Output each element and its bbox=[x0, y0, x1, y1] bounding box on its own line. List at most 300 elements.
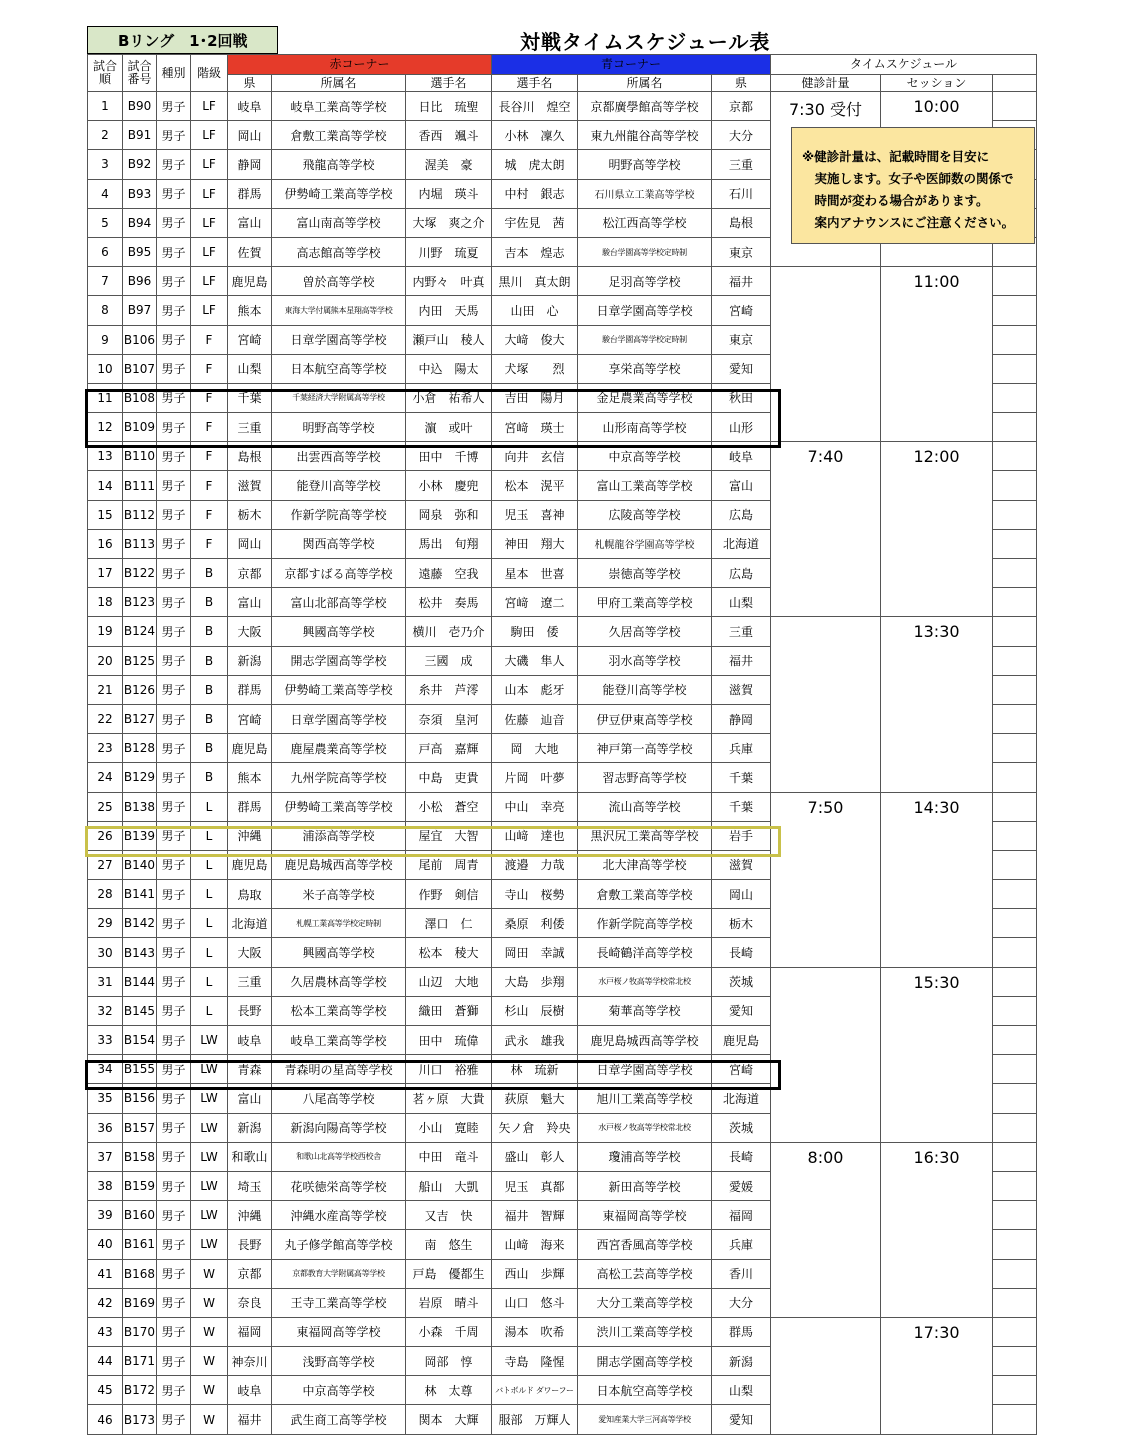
match-id-cell: B125 bbox=[123, 646, 157, 675]
blue-pref-cell: 三重 bbox=[712, 150, 771, 179]
blue-school-cell: 愛知産業大学三河高等学校 bbox=[578, 1405, 712, 1434]
match-id-cell: B140 bbox=[123, 850, 157, 879]
weight-cell: F bbox=[191, 442, 228, 471]
red-school-cell: 東海大学付属熊本星翔高等学校 bbox=[272, 296, 406, 325]
blank-cell bbox=[993, 500, 1037, 529]
weight-cell: LF bbox=[191, 296, 228, 325]
table-row bbox=[88, 967, 1037, 996]
weight-cell: F bbox=[191, 471, 228, 500]
red-school-cell: 倉敷工業高等学校 bbox=[272, 121, 406, 150]
red-player-cell: 戸高 嘉輝 bbox=[406, 734, 492, 763]
category-cell: 男子 bbox=[157, 1113, 191, 1142]
red-pref-cell: 岐阜 bbox=[228, 92, 272, 121]
match-order-cell: 25 bbox=[88, 792, 123, 821]
match-order-cell: 30 bbox=[88, 938, 123, 967]
category-cell: 男子 bbox=[157, 442, 191, 471]
match-id-cell: B122 bbox=[123, 559, 157, 588]
red-player-cell: 小山 寛睦 bbox=[406, 1113, 492, 1142]
blue-player-cell: 長谷川 煌空 bbox=[492, 92, 578, 121]
blue-pref-cell: 島根 bbox=[712, 208, 771, 237]
blue-pref-cell: 新潟 bbox=[712, 1347, 771, 1376]
blue-pref-cell: 長崎 bbox=[712, 938, 771, 967]
match-order-cell: 46 bbox=[88, 1405, 123, 1434]
red-school-cell: 日本航空高等学校 bbox=[272, 354, 406, 383]
red-school-cell: 作新学院高等学校 bbox=[272, 500, 406, 529]
red-pref-cell: 鹿児島 bbox=[228, 850, 272, 879]
category-cell: 男子 bbox=[157, 763, 191, 792]
blank-cell bbox=[993, 559, 1037, 588]
red-pref-cell: 新潟 bbox=[228, 646, 272, 675]
red-player-cell: 山辺 大地 bbox=[406, 967, 492, 996]
red-player-cell: 松本 稜大 bbox=[406, 938, 492, 967]
blue-player-cell: 武永 雄我 bbox=[492, 1026, 578, 1055]
red-school-cell: 日章学園高等学校 bbox=[272, 325, 406, 354]
weight-cell: W bbox=[191, 1376, 228, 1405]
blue-player-cell: 寺島 隆惺 bbox=[492, 1347, 578, 1376]
red-school-cell: 日章学園高等学校 bbox=[272, 704, 406, 733]
session-time-cell: 12:00 bbox=[881, 442, 993, 617]
weight-cell: LF bbox=[191, 92, 228, 121]
blue-school-cell: 享栄高等学校 bbox=[578, 354, 712, 383]
match-id-cell: B143 bbox=[123, 938, 157, 967]
blue-pref-cell: 山梨 bbox=[712, 588, 771, 617]
blue-player-cell: 荻原 魁大 bbox=[492, 1084, 578, 1113]
blank-cell bbox=[993, 296, 1037, 325]
blue-school-cell: 甲府工業高等学校 bbox=[578, 588, 712, 617]
red-school-cell: 王寺工業高等学校 bbox=[272, 1288, 406, 1317]
red-player-cell: 内田 天馬 bbox=[406, 296, 492, 325]
blank-cell bbox=[993, 267, 1037, 296]
blank-cell bbox=[993, 1201, 1037, 1230]
red-pref-cell: 岡山 bbox=[228, 121, 272, 150]
weight-cell: F bbox=[191, 529, 228, 558]
weight-cell: LF bbox=[191, 267, 228, 296]
match-id-cell: B170 bbox=[123, 1317, 157, 1346]
category-cell: 男子 bbox=[157, 1026, 191, 1055]
weight-cell: F bbox=[191, 383, 228, 412]
table-row bbox=[88, 1142, 1037, 1171]
red-school-cell: 京都教育大学附属高等学校 bbox=[272, 1259, 406, 1288]
blank-cell bbox=[993, 1113, 1037, 1142]
schedule-body bbox=[88, 92, 1037, 1435]
red-pref-cell: 鹿児島 bbox=[228, 734, 272, 763]
red-school-cell: 関西高等学校 bbox=[272, 529, 406, 558]
category-cell: 男子 bbox=[157, 1084, 191, 1113]
blue-player-cell: 大磯 隼人 bbox=[492, 646, 578, 675]
red-player-cell: 内堀 瑛斗 bbox=[406, 179, 492, 208]
blue-pref-cell: 愛知 bbox=[712, 354, 771, 383]
blue-pref-cell: 香川 bbox=[712, 1259, 771, 1288]
category-cell: 男子 bbox=[157, 1376, 191, 1405]
category-cell: 男子 bbox=[157, 383, 191, 412]
red-player-cell: 濵 或叶 bbox=[406, 413, 492, 442]
red-school-cell: 九州学院高等学校 bbox=[272, 763, 406, 792]
blue-pref-cell: 静岡 bbox=[712, 704, 771, 733]
blank-cell bbox=[993, 1055, 1037, 1084]
match-order-cell: 21 bbox=[88, 675, 123, 704]
category-cell: 男子 bbox=[157, 471, 191, 500]
weight-cell: LF bbox=[191, 150, 228, 179]
blue-pref-cell: 鹿児島 bbox=[712, 1026, 771, 1055]
red-school-cell: 岐阜工業高等学校 bbox=[272, 1026, 406, 1055]
blue-player-cell: 山口 悠斗 bbox=[492, 1288, 578, 1317]
red-player-cell: 日比 琉聖 bbox=[406, 92, 492, 121]
red-school-cell: 伊勢崎工業高等学校 bbox=[272, 792, 406, 821]
blue-school-cell: 駿台学園高等学校定時制 bbox=[578, 237, 712, 266]
blue-school-cell: 大分工業高等学校 bbox=[578, 1288, 712, 1317]
red-school-cell: 興國高等学校 bbox=[272, 938, 406, 967]
blank-cell bbox=[993, 792, 1037, 821]
blue-school-cell: 能登川高等学校 bbox=[578, 675, 712, 704]
red-school-cell: 飛龍高等学校 bbox=[272, 150, 406, 179]
weight-cell: LW bbox=[191, 1201, 228, 1230]
blue-pref-cell: 石川 bbox=[712, 179, 771, 208]
note-line: 時間が変わる場合があります。 bbox=[802, 193, 989, 208]
red-pref-cell: 青森 bbox=[228, 1055, 272, 1084]
red-school-cell: 札幌工業高等学校定時制 bbox=[272, 909, 406, 938]
red-player-cell: 小松 蒼空 bbox=[406, 792, 492, 821]
blue-pref-cell: 茨城 bbox=[712, 1113, 771, 1142]
red-player-cell: 大塚 爽之介 bbox=[406, 208, 492, 237]
red-school-cell: 和歌山北高等学校西校舎 bbox=[272, 1142, 406, 1171]
blue-pref-cell: 滋賀 bbox=[712, 850, 771, 879]
blue-player-cell: 山本 彪牙 bbox=[492, 675, 578, 704]
blank-cell bbox=[993, 880, 1037, 909]
match-id-cell: B97 bbox=[123, 296, 157, 325]
blue-school-cell: 渋川工業高等学校 bbox=[578, 1317, 712, 1346]
match-id-cell: B95 bbox=[123, 237, 157, 266]
match-order-cell: 42 bbox=[88, 1288, 123, 1317]
category-cell: 男子 bbox=[157, 325, 191, 354]
blank-cell bbox=[993, 909, 1037, 938]
red-player-cell: 林 太尊 bbox=[406, 1376, 492, 1405]
red-pref-cell: 富山 bbox=[228, 588, 272, 617]
blue-school-cell: 東福岡高等学校 bbox=[578, 1201, 712, 1230]
red-player-cell: 屋宜 大智 bbox=[406, 821, 492, 850]
session-time-cell: 11:00 bbox=[881, 267, 993, 442]
header-weight: 階級 bbox=[191, 55, 228, 92]
blue-pref-cell: 長崎 bbox=[712, 1142, 771, 1171]
red-pref-cell: 岐阜 bbox=[228, 1376, 272, 1405]
blue-player-cell: 佐藤 辿音 bbox=[492, 704, 578, 733]
red-player-cell: 岩原 晴斗 bbox=[406, 1288, 492, 1317]
red-pref-cell: 滋賀 bbox=[228, 471, 272, 500]
red-player-cell: 中島 吏貴 bbox=[406, 763, 492, 792]
match-order-cell: 28 bbox=[88, 880, 123, 909]
red-school-cell: 久居農林高等学校 bbox=[272, 967, 406, 996]
blue-school-cell: 流山高等学校 bbox=[578, 792, 712, 821]
red-school-cell: 新潟向陽高等学校 bbox=[272, 1113, 406, 1142]
blank-cell bbox=[993, 617, 1037, 646]
category-cell: 男子 bbox=[157, 179, 191, 208]
category-cell: 男子 bbox=[157, 237, 191, 266]
red-player-cell: 中田 竜斗 bbox=[406, 1142, 492, 1171]
red-pref-cell: 熊本 bbox=[228, 763, 272, 792]
category-cell: 男子 bbox=[157, 646, 191, 675]
category-cell: 男子 bbox=[157, 1201, 191, 1230]
blue-player-cell: 駒田 倭 bbox=[492, 617, 578, 646]
blue-pref-cell: 北海道 bbox=[712, 529, 771, 558]
red-pref-cell: 沖縄 bbox=[228, 1201, 272, 1230]
red-player-cell: 奈須 皇河 bbox=[406, 704, 492, 733]
session-time-cell: 14:30 bbox=[881, 792, 993, 967]
red-school-cell: 松本工業高等学校 bbox=[272, 996, 406, 1025]
red-pref-cell: 福井 bbox=[228, 1405, 272, 1434]
red-pref-cell: 群馬 bbox=[228, 675, 272, 704]
match-order-cell: 17 bbox=[88, 559, 123, 588]
blue-school-cell: 西宮香風高等学校 bbox=[578, 1230, 712, 1259]
red-school-cell: 能登川高等学校 bbox=[272, 471, 406, 500]
match-order-cell: 38 bbox=[88, 1171, 123, 1200]
weight-cell: L bbox=[191, 821, 228, 850]
match-order-cell: 15 bbox=[88, 500, 123, 529]
weight-cell: L bbox=[191, 938, 228, 967]
weight-cell: L bbox=[191, 967, 228, 996]
match-id-cell: B123 bbox=[123, 588, 157, 617]
match-order-cell: 43 bbox=[88, 1317, 123, 1346]
weight-cell: B bbox=[191, 646, 228, 675]
category-cell: 男子 bbox=[157, 675, 191, 704]
match-id-cell: B142 bbox=[123, 909, 157, 938]
blank-cell bbox=[993, 354, 1037, 383]
blue-school-cell: 広陵高等学校 bbox=[578, 500, 712, 529]
header-red-player: 選手名 bbox=[406, 75, 492, 92]
blue-school-cell: 石川県立工業高等学校 bbox=[578, 179, 712, 208]
blue-player-cell: 山﨑 達也 bbox=[492, 821, 578, 850]
category-cell: 男子 bbox=[157, 588, 191, 617]
table-row bbox=[88, 1317, 1037, 1346]
red-player-cell: 岡泉 弥和 bbox=[406, 500, 492, 529]
red-player-cell: 澤口 仁 bbox=[406, 909, 492, 938]
red-school-cell: 開志学園高等学校 bbox=[272, 646, 406, 675]
category-cell: 男子 bbox=[157, 1317, 191, 1346]
header-category: 種別 bbox=[157, 55, 191, 92]
match-order-cell: 37 bbox=[88, 1142, 123, 1171]
blue-pref-cell: 岡山 bbox=[712, 880, 771, 909]
red-school-cell: 米子高等学校 bbox=[272, 880, 406, 909]
blank-cell bbox=[993, 383, 1037, 412]
blue-school-cell: 黒沢尻工業高等学校 bbox=[578, 821, 712, 850]
red-player-cell: 織田 蒼獅 bbox=[406, 996, 492, 1025]
match-id-cell: B109 bbox=[123, 413, 157, 442]
blue-player-cell: 盛山 彰人 bbox=[492, 1142, 578, 1171]
weight-cell: L bbox=[191, 792, 228, 821]
red-pref-cell: 京都 bbox=[228, 559, 272, 588]
match-id-cell: B156 bbox=[123, 1084, 157, 1113]
category-cell: 男子 bbox=[157, 996, 191, 1025]
red-player-cell: 内野々 叶真 bbox=[406, 267, 492, 296]
blank-cell bbox=[993, 1259, 1037, 1288]
blue-school-cell: 習志野高等学校 bbox=[578, 763, 712, 792]
schedule-table bbox=[87, 54, 1037, 1435]
blue-pref-cell: 兵庫 bbox=[712, 734, 771, 763]
match-order-cell: 33 bbox=[88, 1026, 123, 1055]
weight-cell: W bbox=[191, 1405, 228, 1434]
red-player-cell: 岡部 惇 bbox=[406, 1347, 492, 1376]
blue-school-cell: 札幌龍谷学園高等学校 bbox=[578, 529, 712, 558]
red-school-cell: 千葉経済大学附属高等学校 bbox=[272, 383, 406, 412]
blue-pref-cell: 福井 bbox=[712, 646, 771, 675]
weight-cell: F bbox=[191, 413, 228, 442]
match-id-cell: B141 bbox=[123, 880, 157, 909]
blue-player-cell: 湯本 吹希 bbox=[492, 1317, 578, 1346]
blue-pref-cell: 愛知 bbox=[712, 1405, 771, 1434]
session-time-cell: 17:30 bbox=[881, 1317, 993, 1434]
red-player-cell: 松井 奏馬 bbox=[406, 588, 492, 617]
blue-player-cell: 矢ノ倉 羚央 bbox=[492, 1113, 578, 1142]
blue-school-cell: 日章学園高等学校 bbox=[578, 1055, 712, 1084]
blue-school-cell: 駿台学園高等学校定時制 bbox=[578, 325, 712, 354]
red-school-cell: 伊勢崎工業高等学校 bbox=[272, 675, 406, 704]
red-pref-cell: 岐阜 bbox=[228, 1026, 272, 1055]
match-id-cell: B93 bbox=[123, 179, 157, 208]
weight-cell: LW bbox=[191, 1171, 228, 1200]
blank-cell bbox=[993, 1317, 1037, 1346]
blue-school-cell: 羽水高等学校 bbox=[578, 646, 712, 675]
red-school-cell: 曽於高等学校 bbox=[272, 267, 406, 296]
blue-pref-cell: 愛知 bbox=[712, 996, 771, 1025]
red-school-cell: 沖縄水産高等学校 bbox=[272, 1201, 406, 1230]
category-cell: 男子 bbox=[157, 880, 191, 909]
header-red-school: 所属名 bbox=[272, 75, 406, 92]
match-id-cell: B139 bbox=[123, 821, 157, 850]
match-order-cell: 4 bbox=[88, 179, 123, 208]
red-pref-cell: 奈良 bbox=[228, 1288, 272, 1317]
blue-school-cell: 瓊浦高等学校 bbox=[578, 1142, 712, 1171]
blank-cell bbox=[993, 325, 1037, 354]
weight-cell: B bbox=[191, 734, 228, 763]
blue-school-cell: 北大津高等学校 bbox=[578, 850, 712, 879]
red-school-cell: 出雲西高等学校 bbox=[272, 442, 406, 471]
blank-cell bbox=[993, 996, 1037, 1025]
blue-player-cell: 児玉 真都 bbox=[492, 1171, 578, 1200]
weight-cell: LW bbox=[191, 1113, 228, 1142]
match-order-cell: 11 bbox=[88, 383, 123, 412]
blue-player-cell: 片岡 叶夢 bbox=[492, 763, 578, 792]
blank-cell bbox=[993, 967, 1037, 996]
match-order-cell: 6 bbox=[88, 237, 123, 266]
header-time-schedule: タイムスケジュール bbox=[771, 55, 1037, 75]
category-cell: 男子 bbox=[157, 150, 191, 179]
match-id-cell: B154 bbox=[123, 1026, 157, 1055]
blue-player-cell: 大島 歩翔 bbox=[492, 967, 578, 996]
blue-school-cell: 中京高等学校 bbox=[578, 442, 712, 471]
weight-cell: LF bbox=[191, 121, 228, 150]
blue-school-cell: 旭川工業高等学校 bbox=[578, 1084, 712, 1113]
weight-cell: LW bbox=[191, 1230, 228, 1259]
header-red-corner: 赤コーナー bbox=[228, 55, 492, 75]
red-pref-cell: 鳥取 bbox=[228, 880, 272, 909]
red-player-cell: 又吉 快 bbox=[406, 1201, 492, 1230]
red-pref-cell: 神奈川 bbox=[228, 1347, 272, 1376]
blue-player-cell: 宮﨑 瑛士 bbox=[492, 413, 578, 442]
table-row bbox=[88, 92, 1037, 121]
table-row bbox=[88, 617, 1037, 646]
blue-school-cell: 鹿児島城西高等学校 bbox=[578, 1026, 712, 1055]
blue-school-cell: 開志学園高等学校 bbox=[578, 1347, 712, 1376]
red-pref-cell: 群馬 bbox=[228, 792, 272, 821]
match-order-cell: 29 bbox=[88, 909, 123, 938]
red-player-cell: 遠藤 空我 bbox=[406, 559, 492, 588]
session-time-cell: 15:30 bbox=[881, 967, 993, 1142]
red-school-cell: 鹿児島城西高等学校 bbox=[272, 850, 406, 879]
weight-cell: LF bbox=[191, 208, 228, 237]
category-cell: 男子 bbox=[157, 267, 191, 296]
category-cell: 男子 bbox=[157, 617, 191, 646]
blue-player-cell: 寺山 桜勢 bbox=[492, 880, 578, 909]
red-school-cell: 浅野高等学校 bbox=[272, 1347, 406, 1376]
red-pref-cell: 三重 bbox=[228, 413, 272, 442]
blue-player-cell: 城 虎太朗 bbox=[492, 150, 578, 179]
match-order-cell: 40 bbox=[88, 1230, 123, 1259]
red-pref-cell: 大阪 bbox=[228, 617, 272, 646]
note-line: ※健診計量は、記載時間を目安に bbox=[802, 149, 990, 164]
match-id-cell: B106 bbox=[123, 325, 157, 354]
checkup-time-cell: 7:30 受付 bbox=[771, 92, 881, 267]
blank-cell bbox=[993, 442, 1037, 471]
red-pref-cell: 北海道 bbox=[228, 909, 272, 938]
blank-cell bbox=[993, 1376, 1037, 1405]
blue-pref-cell: 茨城 bbox=[712, 967, 771, 996]
match-id-cell: B172 bbox=[123, 1376, 157, 1405]
blue-player-cell: 林 琉新 bbox=[492, 1055, 578, 1084]
red-pref-cell: 沖縄 bbox=[228, 821, 272, 850]
weight-cell: B bbox=[191, 617, 228, 646]
match-id-cell: B145 bbox=[123, 996, 157, 1025]
red-pref-cell: 福岡 bbox=[228, 1317, 272, 1346]
match-id-cell: B107 bbox=[123, 354, 157, 383]
table-row bbox=[88, 792, 1037, 821]
red-player-cell: 渥美 豪 bbox=[406, 150, 492, 179]
weight-cell: LW bbox=[191, 1084, 228, 1113]
weight-cell: LW bbox=[191, 1026, 228, 1055]
blue-player-cell: 西山 歩輝 bbox=[492, 1259, 578, 1288]
red-school-cell: 富山北部高等学校 bbox=[272, 588, 406, 617]
blue-player-cell: 渡邉 力哉 bbox=[492, 850, 578, 879]
match-id-cell: B157 bbox=[123, 1113, 157, 1142]
red-player-cell: 川野 琉夏 bbox=[406, 237, 492, 266]
blue-pref-cell: 三重 bbox=[712, 617, 771, 646]
weight-cell: L bbox=[191, 850, 228, 879]
blue-pref-cell: 東京 bbox=[712, 325, 771, 354]
blue-pref-cell: 京都 bbox=[712, 92, 771, 121]
category-cell: 男子 bbox=[157, 1230, 191, 1259]
weight-cell: F bbox=[191, 325, 228, 354]
table-row bbox=[88, 442, 1037, 471]
blank-cell bbox=[993, 92, 1037, 121]
weigh-in-note bbox=[791, 127, 1035, 244]
red-school-cell: 花咲徳栄高等学校 bbox=[272, 1171, 406, 1200]
blue-school-cell: 金足農業高等学校 bbox=[578, 383, 712, 412]
match-order-cell: 44 bbox=[88, 1347, 123, 1376]
red-pref-cell: 富山 bbox=[228, 208, 272, 237]
category-cell: 男子 bbox=[157, 354, 191, 383]
red-pref-cell: 埼玉 bbox=[228, 1171, 272, 1200]
red-player-cell: 小林 慶兜 bbox=[406, 471, 492, 500]
blank-cell bbox=[993, 704, 1037, 733]
match-id-cell: B155 bbox=[123, 1055, 157, 1084]
blue-pref-cell: 広島 bbox=[712, 500, 771, 529]
red-player-cell: 南 悠生 bbox=[406, 1230, 492, 1259]
blue-school-cell: 菊華高等学校 bbox=[578, 996, 712, 1025]
match-id-cell: B112 bbox=[123, 500, 157, 529]
header-blue-school: 所属名 bbox=[578, 75, 712, 92]
blank-cell bbox=[993, 646, 1037, 675]
red-player-cell: 糸井 芦澪 bbox=[406, 675, 492, 704]
blue-pref-cell: 富山 bbox=[712, 471, 771, 500]
category-cell: 男子 bbox=[157, 1347, 191, 1376]
blue-player-cell: 向井 玄信 bbox=[492, 442, 578, 471]
